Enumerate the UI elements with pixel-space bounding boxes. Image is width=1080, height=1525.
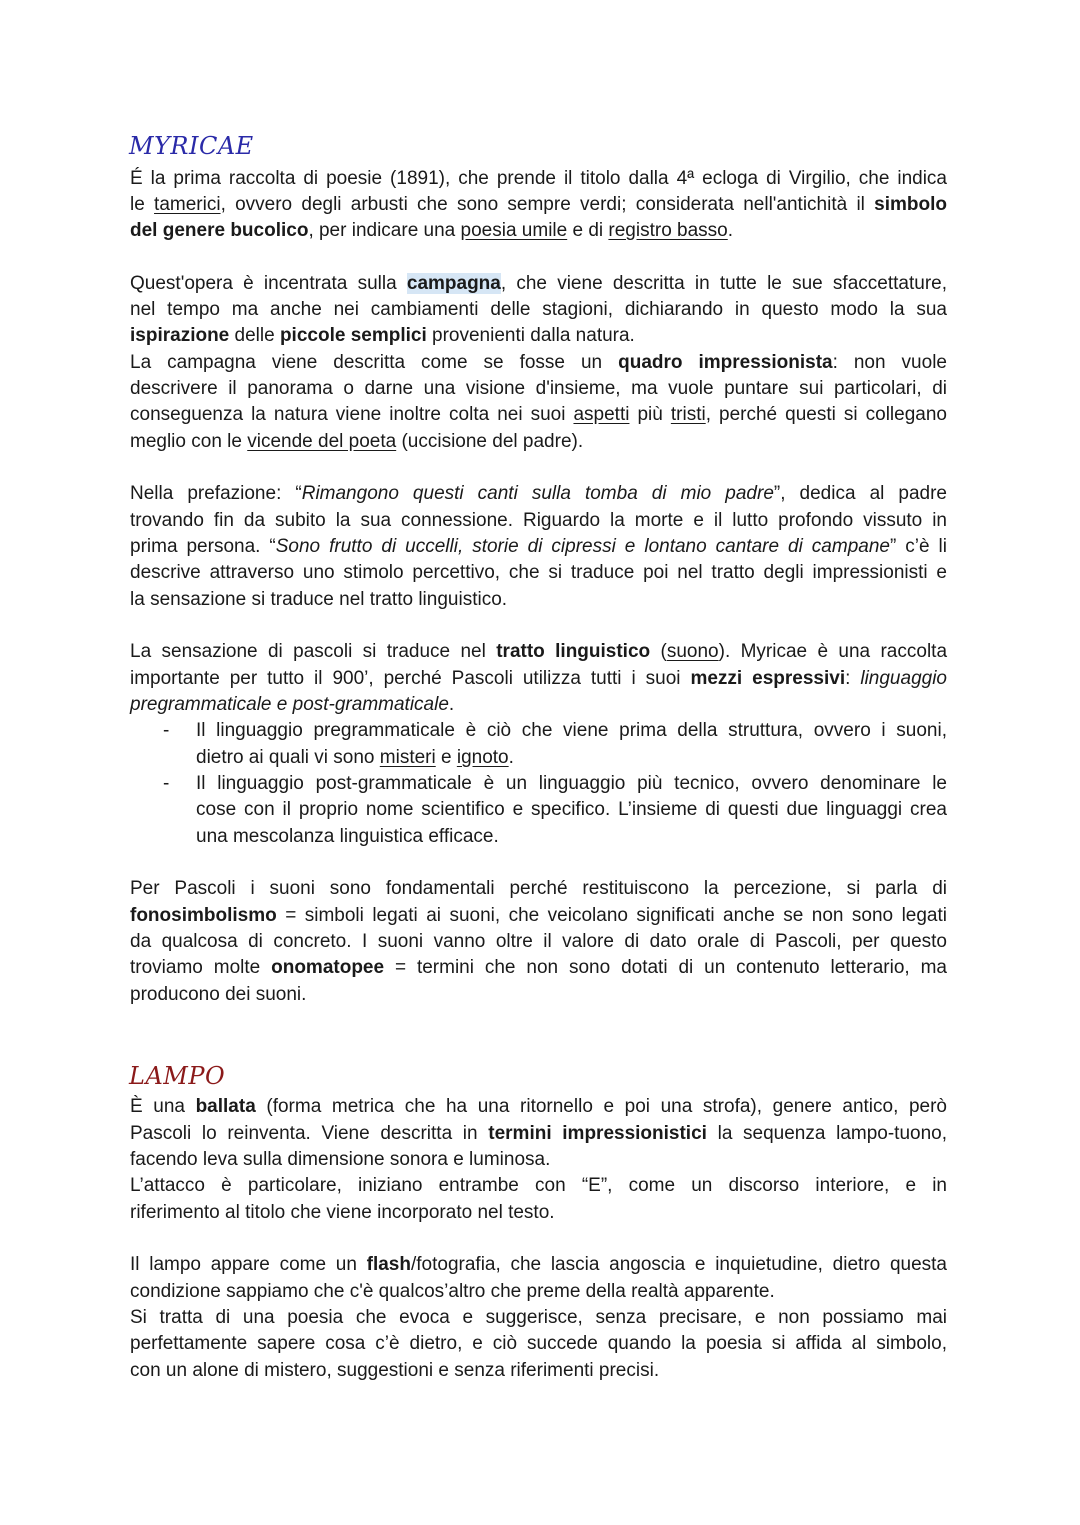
text-line: pregrammaticale e post-grammaticale. <box>130 694 455 715</box>
text-line: nel tempo ma anche nei cambiamenti delle stagioni, dichiarando in questo modo la sua <box>130 299 947 320</box>
text-line: ispirazione delle piccole semplici provenienti dalla natura. <box>130 325 635 346</box>
text-line: descrive attraverso uno stimolo percettivo, che si traduce poi nel tratto degli impressionisti e <box>130 562 947 583</box>
text-line: La campagna viene descritta come se fosse un quadro impressionista: non vuole <box>130 352 947 373</box>
text-line: È una ballata (forma metrica che ha una ritornello e poi una strofa), genere antico, però <box>130 1096 947 1117</box>
text-line: Nella prefazione: “Rimangono questi canti sulla tomba di mio padre”, dedica al padre <box>130 483 947 504</box>
text-line: Quest'opera è incentrata sulla campagna, che viene descritta in tutte le sue sfaccettature, <box>130 273 947 294</box>
bullet-marker: - <box>163 773 170 794</box>
bullet-line: dietro ai quali vi sono misteri e ignoto. <box>196 747 514 768</box>
text-line: la sensazione si traduce nel tratto linguistico. <box>130 589 508 610</box>
text-line: perfettamente sapere cosa c’è dietro, e ciò succede quando la poesia si affida al simbolo, <box>130 1333 947 1354</box>
text-line: producono dei suoni. <box>130 984 307 1005</box>
text-line: prima persona. “Sono frutto di uccelli, storie di cipressi e lontano cantare di campane” c’è li <box>130 536 947 557</box>
bullet-line: Il linguaggio post-grammaticale è un linguaggio più tecnico, ovvero denominare le <box>196 773 947 794</box>
bullet-marker: - <box>163 720 170 741</box>
text-line: É la prima raccolta di poesie (1891), che prende il titolo dalla 4ª ecloga di Virgilio, che indica <box>130 168 947 189</box>
text-line: Pascoli lo reinventa. Viene descritta in termini impressionistici la sequenza lampo-tuono, <box>130 1123 947 1144</box>
text-line: Per Pascoli i suoni sono fondamentali perché restituiscono la percezione, si parla di <box>130 878 947 899</box>
text-line: Si tratta di una poesia che evoca e suggerisce, senza precisare, e non possiamo mai <box>130 1307 947 1328</box>
text-line: facendo leva sulla dimensione sonora e luminosa. <box>130 1149 551 1170</box>
text-line: La sensazione di pascoli si traduce nel tratto linguistico (suono). Myricae è una raccolta <box>130 641 948 662</box>
text-line: L’attacco è particolare, iniziano entrambe con “E”, come un discorso interiore, e in <box>130 1175 947 1196</box>
text-line: Il lampo appare come un flash/fotografia, che lascia angoscia e inquietudine, dietro questa <box>130 1254 947 1275</box>
text-line: del genere bucolico, per indicare una poesia umile e di registro basso. <box>130 220 734 241</box>
text-line: descrivere il panorama o darne una visione d'insieme, ma vuole puntare sui particolari, di <box>130 378 947 399</box>
bullet-line: cose con il proprio nome scientifico e specifico. L’insieme di questi due linguaggi crea <box>196 799 947 820</box>
bullet-line: Il linguaggio pregrammaticale è ciò che viene prima della struttura, ovvero i suoni, <box>196 720 947 741</box>
text-line: meglio con le vicende del poeta (uccisione del padre). <box>130 431 584 452</box>
text-line: le tamerici, ovvero degli arbusti che sono sempre verdi; considerata nell'antichità il simbolo <box>130 194 947 215</box>
text-line: conseguenza la natura viene inoltre colta nei suoi aspetti più tristi, perché questi si collegano <box>130 404 947 425</box>
section-title-lampo: LAMPO <box>129 1062 226 1090</box>
text-line: importante per tutto il 900’, perché Pascoli utilizza tutti i suoi mezzi espressivi: linguaggio <box>130 668 947 689</box>
text-line: fonosimbolismo = simboli legati ai suoni, che veicolano significati anche se non sono legati <box>130 905 947 926</box>
text-line: riferimento al titolo che viene incorporato nel testo. <box>130 1202 555 1223</box>
text-line: troviamo molte onomatopee = termini che non sono dotati di un contenuto letterario, ma <box>130 957 947 978</box>
section-title-myricae: MYRICAE <box>129 132 254 160</box>
text-line: condizione sappiamo che c'è qualcos’altro che preme della realtà apparente. <box>130 1281 775 1302</box>
text-line: da qualcosa di concreto. I suoni vanno oltre il valore di dato orale di Pascoli, per questo <box>130 931 947 952</box>
text-line: trovando fin da subito la sua connessione. Riguardo la morte e il lutto profondo vissuto in <box>130 510 947 531</box>
bullet-line: una mescolanza linguistica efficace. <box>196 826 499 847</box>
text-line: con un alone di mistero, suggestioni e senza riferimenti precisi. <box>130 1360 660 1381</box>
